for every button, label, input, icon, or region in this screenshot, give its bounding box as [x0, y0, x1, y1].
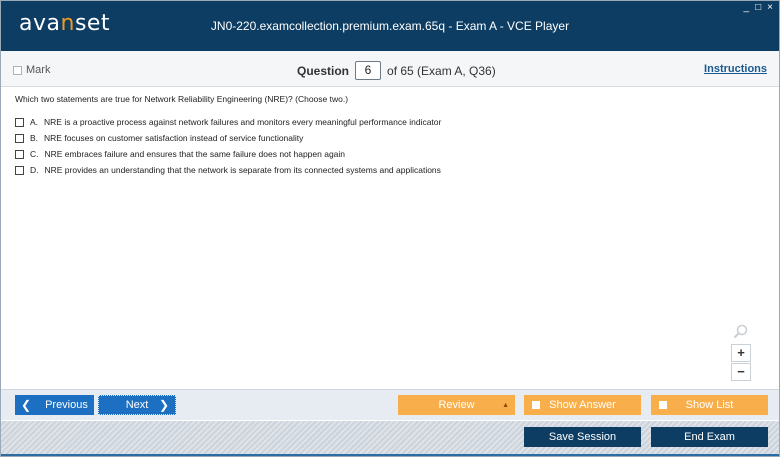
question-text: Which two statements are true for Network Reliability Engineering (NRE)? (Choose two.): [15, 94, 349, 104]
footer-bar: [1, 421, 779, 456]
chevron-left-icon: ❮: [21, 398, 32, 412]
option-text: NRE embraces failure and ensures that the same failure does not happen again: [44, 149, 346, 159]
question-word: Question: [297, 63, 350, 78]
option-text: NRE focuses on customer satisfaction instead of service functionality: [44, 133, 304, 143]
title-bar: [1, 1, 779, 51]
next-label: Next: [125, 399, 149, 411]
chevron-right-icon: ❯: [158, 398, 169, 412]
option-d[interactable]: [15, 162, 441, 178]
end-exam-button[interactable]: End Exam: [651, 427, 768, 447]
question-number-input[interactable]: 6: [355, 61, 381, 80]
question-navigator: [297, 61, 496, 80]
question-count: of 65 (Exam A, Q36): [387, 63, 496, 78]
save-session-button[interactable]: Save Session: [524, 427, 641, 447]
show-list-button[interactable]: [651, 395, 768, 415]
option-c[interactable]: [15, 146, 441, 162]
window-title: JN0-220.examcollection.premium.exam.65q - Exam A - VCE Player: [210, 19, 570, 33]
mark-checkbox[interactable]: [13, 64, 50, 76]
previous-label: Previous: [45, 399, 88, 411]
option-c-checkbox[interactable]: [15, 150, 24, 159]
option-b-checkbox[interactable]: [15, 134, 24, 143]
window-controls: [744, 3, 773, 13]
review-label: Review: [438, 399, 475, 411]
zoom-out-button[interactable]: −: [731, 363, 751, 381]
option-text: NRE is a proactive process against network failures and monitors every meaningful performance indicator: [44, 117, 442, 127]
option-d-checkbox[interactable]: [15, 166, 24, 175]
zoom-search-icon: [733, 324, 749, 340]
question-body: [1, 88, 779, 388]
previous-button[interactable]: [15, 395, 94, 415]
bottom-border: [1, 454, 779, 456]
answer-options: [15, 114, 441, 178]
option-letter: D.: [30, 165, 39, 175]
option-letter: A.: [30, 117, 39, 127]
show-answer-button[interactable]: [524, 395, 641, 415]
option-b[interactable]: [15, 130, 441, 146]
option-letter: C.: [30, 149, 39, 159]
avanset-logo: avanset: [19, 11, 111, 36]
minimize-icon[interactable]: _: [743, 2, 750, 13]
option-a-checkbox[interactable]: [15, 118, 24, 127]
mark-label: Mark: [26, 64, 51, 76]
zoom-in-button[interactable]: +: [731, 344, 751, 362]
review-button[interactable]: [398, 395, 515, 415]
next-button[interactable]: [98, 395, 176, 415]
show-list-label: Show List: [685, 399, 734, 411]
mark-checkbox-box[interactable]: [13, 66, 22, 75]
show-list-checkbox-icon: [659, 401, 667, 409]
close-icon[interactable]: ×: [767, 2, 773, 13]
maximize-icon[interactable]: □: [755, 2, 762, 13]
option-a[interactable]: [15, 114, 441, 130]
triangle-up-icon: ▲: [502, 401, 509, 409]
option-text: NRE provides an understanding that the network is separate from its connected systems and applications: [44, 165, 441, 175]
show-answer-checkbox-icon: [532, 401, 540, 409]
instructions-link[interactable]: Instructions: [704, 63, 767, 75]
question-header: [1, 51, 779, 87]
show-answer-label: Show Answer: [549, 399, 616, 411]
navigation-bar: [1, 389, 779, 420]
option-letter: B.: [30, 133, 39, 143]
